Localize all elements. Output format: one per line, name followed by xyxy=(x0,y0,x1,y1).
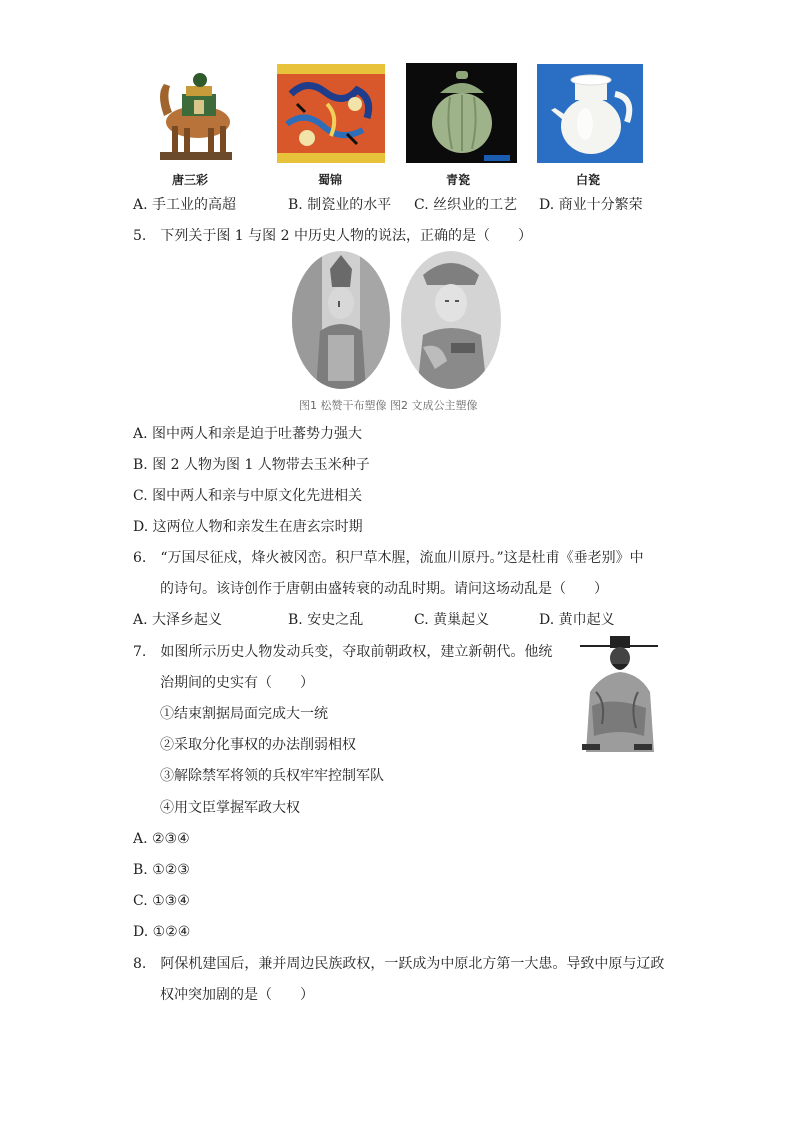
question-6-stem-line1: 6. “万国尽征戍，烽火被冈峦。积尸草木腥，流血川原丹。”这是杜甫《垂老别》中 xyxy=(133,550,644,566)
option-a[interactable]: A. 手工业的高超 xyxy=(133,197,237,213)
artifact-caption: 唐三彩 xyxy=(172,173,209,187)
statue-portrait-icon xyxy=(292,251,390,390)
option-b[interactable]: B. 制瓷业的水平 xyxy=(288,197,392,213)
song-emperor-portrait-image xyxy=(572,632,664,752)
option-a[interactable]: A. 图中两人和亲是迫于吐蕃势力强大 xyxy=(133,426,363,442)
artifact-caption: 蜀锦 xyxy=(318,173,343,187)
question-7-stem-line1: 7. 如图所示历史人物发动兵变，夺取前朝政权，建立新朝代。他统 xyxy=(133,644,553,660)
celadon-jar-icon xyxy=(406,63,517,163)
white-porcelain-image xyxy=(537,64,643,163)
option-d[interactable]: D. 商业十分繁荣 xyxy=(539,197,643,213)
white-porcelain-ewer-icon xyxy=(537,64,643,163)
brocade-icon xyxy=(277,64,385,163)
songtsen-gampo-statue-image xyxy=(292,251,390,390)
emperor-portrait-icon xyxy=(572,632,664,752)
statement-4: ④用文臣掌握军政大权 xyxy=(160,800,300,816)
question-6-stem-line2: 的诗句。该诗创作于唐朝由盛转衰的动乱时期。请问这场动乱是（ ） xyxy=(160,581,608,597)
option-d[interactable]: D. 黄巾起义 xyxy=(539,612,615,628)
camel-figurine-icon xyxy=(150,64,246,164)
question-8-stem-line1: 8. 阿保机建国后，兼并周边民族政权，一跃成为中原北方第一大患。导致中原与辽政 xyxy=(133,956,665,972)
option-b[interactable]: B. ①②③ xyxy=(133,862,190,878)
statement-2: ②采取分化事权的办法削弱相权 xyxy=(160,737,356,753)
princess-wencheng-statue-image xyxy=(401,251,501,390)
option-d[interactable]: D. 这两位人物和亲发生在唐玄宗时期 xyxy=(133,519,363,535)
option-c[interactable]: C. 丝织业的工艺 xyxy=(414,197,518,213)
option-c[interactable]: C. 图中两人和亲与中原文化先进相关 xyxy=(133,488,363,504)
question-5-stem: 5. 下列关于图 1 与图 2 中历史人物的说法，正确的是（ ） xyxy=(133,228,532,244)
option-b[interactable]: B. 安史之乱 xyxy=(288,612,364,628)
tang-sancai-image xyxy=(150,64,246,164)
question-8-stem-line2: 权冲突加剧的是（ ） xyxy=(160,987,314,1003)
option-c[interactable]: C. ①③④ xyxy=(133,893,190,909)
option-c[interactable]: C. 黄巢起义 xyxy=(414,612,490,628)
figure-caption: 图1 松赞干布塑像 图2 文成公主塑像 xyxy=(299,399,478,412)
option-d[interactable]: D. ①②④ xyxy=(133,924,191,940)
artifact-caption: 白瓷 xyxy=(576,173,601,187)
celadon-image xyxy=(406,63,517,163)
question-7-stem-line2: 治期间的史实有（ ） xyxy=(160,675,314,691)
option-a[interactable]: A. ②③④ xyxy=(133,831,190,847)
artifact-caption: 青瓷 xyxy=(446,173,471,187)
option-a[interactable]: A. 大泽乡起义 xyxy=(133,612,223,628)
statement-1: ①结束割据局面完成大一统 xyxy=(160,706,328,722)
statue-portrait-icon xyxy=(401,251,501,390)
statement-3: ③解除禁军将领的兵权牢牢控制军队 xyxy=(160,768,384,784)
shu-brocade-image xyxy=(277,64,385,163)
option-b[interactable]: B. 图 2 人物为图 1 人物带去玉米种子 xyxy=(133,457,370,473)
